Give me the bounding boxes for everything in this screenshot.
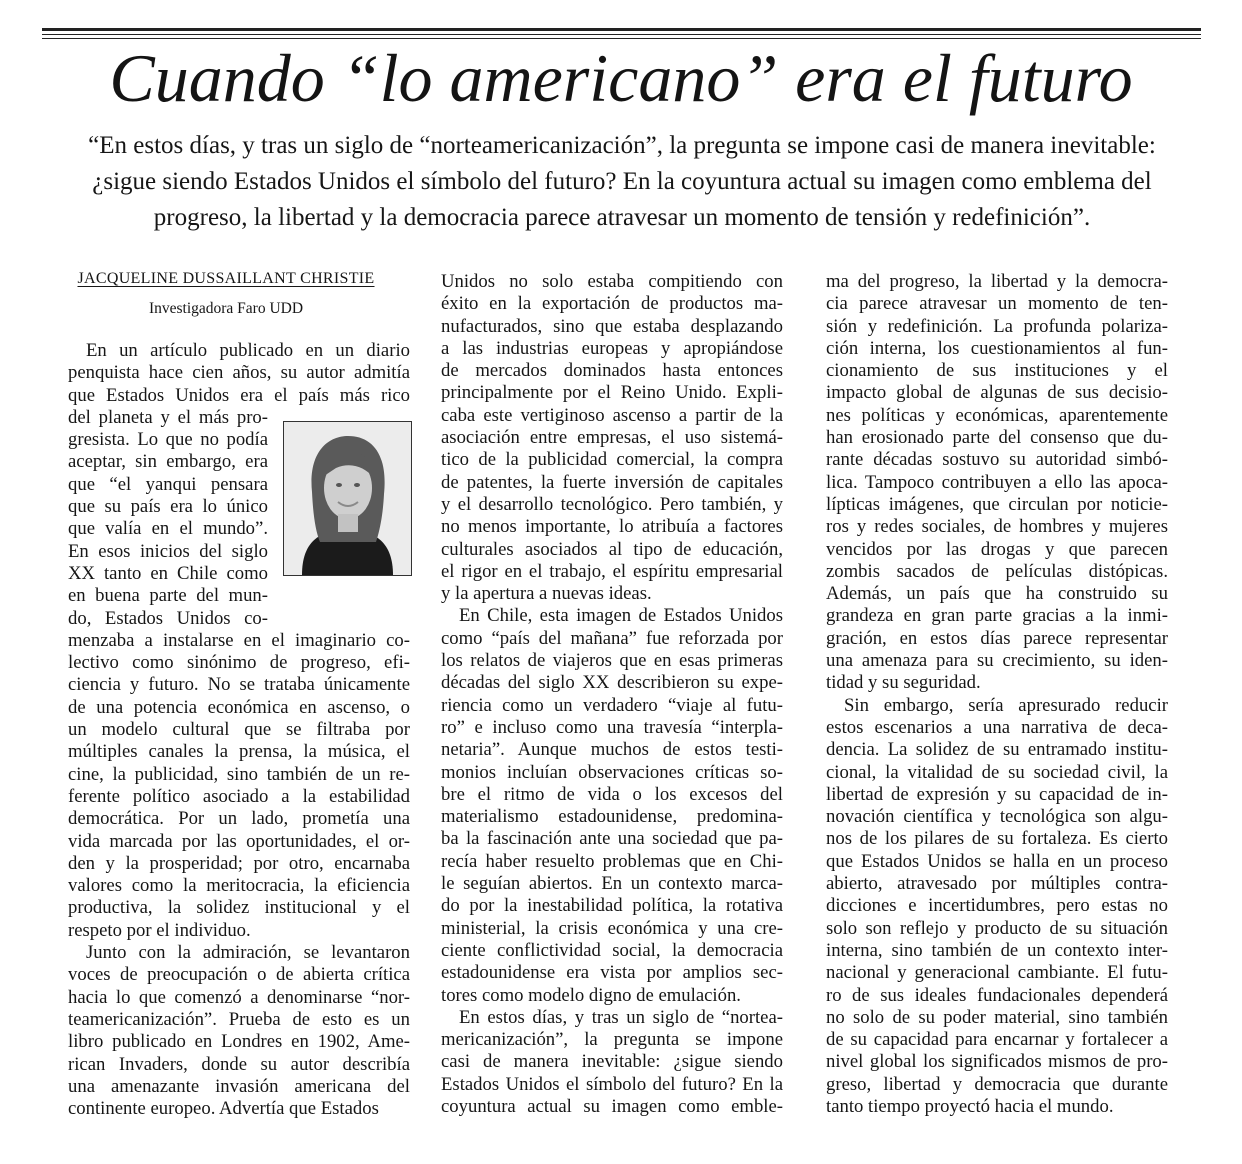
text-line: no solo de su poder material, sino también (826, 1006, 1168, 1028)
text-line: respeto por el individuo. (68, 919, 251, 941)
text-line: den y la prosperidad; por otro, encarnaba (68, 852, 410, 874)
text-line: rante décadas sostuvo su autoridad simbó- (826, 449, 1168, 471)
author-byline (70, 270, 382, 288)
text-line: do, Estados Unidos co- (68, 607, 268, 629)
text-line: cional, la vitalidad de su sociedad civil, la (826, 761, 1168, 783)
text-line: dicciones e incertidumbres, pero estas no (826, 895, 1168, 917)
text-line: Unidos no solo estaba compitiendo con (441, 271, 783, 292)
text-line: dencia. La solidez de su entramado institu- (826, 739, 1168, 761)
text-line: tico de la publicidad comercial, la compra (441, 449, 783, 471)
text-line: del planeta y el más pro- (68, 406, 268, 428)
top-rule-thick (42, 28, 1201, 31)
text-line: novación científica y tecnológica son algu- (826, 806, 1168, 828)
text-line: En esos inicios del siglo (68, 540, 268, 562)
author-affiliation: Investigadora Faro UDD (148, 300, 304, 317)
article-headline: Cuando “lo americano” era el futuro (109, 40, 1133, 116)
text-line: de una potencia económica en ascenso, o (68, 696, 410, 718)
text-line: menzaba a instalarse en el imaginario co- (68, 629, 410, 651)
text-line: mericanización”, la pregunta se impone (441, 1029, 783, 1051)
text-line: monios incluían observaciones críticas so- (441, 761, 783, 783)
text-line: y la apertura a nuevas ideas. (441, 583, 652, 605)
text-line: a las industrias europeas y apropiándose (441, 337, 783, 359)
text-line: do por la inestabilidad política, la rotativa (441, 895, 783, 917)
text-line: penquista hace cien años, su autor admitía (68, 362, 410, 384)
lead-quote (42, 128, 1202, 236)
text-line: y el desarrollo tecnológico. Pero también, y (441, 493, 783, 515)
text-line: nacional y generacional cambiante. El futu- (826, 962, 1168, 984)
text-line: impacto global de algunas de sus decisio- (826, 382, 1168, 404)
text-line: ciencia y futuro. No se trataba únicamente (68, 674, 410, 696)
text-line: una amenazante invasión americana del (68, 1075, 410, 1097)
text-line: gración, en estos días parece representar (826, 627, 1168, 649)
text-line: nufacturados, sino que estaba desplazando (441, 315, 783, 337)
text-line: aceptar, sin embargo, era (68, 451, 268, 473)
text-line: productiva, la solidez institucional y el (68, 897, 410, 919)
text-line: sión y redefinición. La profunda polariza- (826, 315, 1168, 337)
text-line: netaria”. Aunque muchos de estos testi- (441, 739, 783, 761)
text-line: un modelo cultural que se filtraba por (68, 719, 410, 741)
text-line: recía haber resuelto problemas que en Chi- (441, 850, 783, 872)
column-2 (441, 271, 783, 1118)
text-line: lípticas imágenes, que circulan por noticie- (826, 493, 1168, 515)
text-line: Sin embargo, sería apresurado reducir (844, 694, 1168, 716)
lead-line: “En estos días, y tras un siglo de “norteamericanización”, la pregunta se impone casi de manera inevitable: (88, 132, 1156, 159)
text-line: asociación entre empresas, el uso sistemá- (441, 427, 783, 449)
author-name: JACQUELINE DUSSAILLANT CHRISTIE (77, 270, 375, 287)
text-line: grandeza en gran parte gracias a la inmi- (826, 605, 1168, 627)
text-line: greso, libertad y democracia que durante (826, 1073, 1168, 1095)
text-line: Estados Unidos el símbolo del futuro? En la (441, 1073, 783, 1095)
author-portrait-image (284, 422, 411, 575)
text-line: múltiples canales la prensa, la música, el (68, 741, 410, 763)
text-line: tores como modelo digno de emulación. (441, 984, 741, 1006)
text-line: que Estados Unidos se halla en un proceso (826, 850, 1168, 872)
text-line: ferente político asociado a la estabilidad (68, 785, 410, 807)
text-line: materialismo estadounidense, predomina- (441, 806, 783, 828)
text-line: nivel global los significados mismos de pro- (826, 1051, 1168, 1073)
text-line: cine, la publicidad, sino también de un re- (68, 763, 410, 785)
text-line: ministerial, la crisis económica y una cre- (441, 917, 783, 939)
text-line: le seguían abiertos. En un contexto marca- (441, 873, 783, 895)
text-line: solo son reflejo y producto de su situación (826, 917, 1168, 939)
text-line: casi de manera inevitable: ¿sigue siendo (441, 1051, 783, 1073)
lead-line: ¿sigue siendo Estados Unidos el símbolo del futuro? En la coyuntura actual su imagen como emblema del (92, 168, 1152, 195)
text-line: vida marcada por las oportunidades, el or- (68, 830, 410, 852)
text-line: Junto con la admiración, se levantaron (86, 942, 410, 964)
text-line: voces de preocupación o de abierta crítica (68, 964, 410, 986)
text-line: tanto tiempo proyectó hacia el mundo. (826, 1095, 1114, 1117)
column-3 (826, 271, 1168, 1118)
text-line: teamericanización”. Prueba de esto es un (68, 1008, 410, 1030)
text-line: culturales asociados al tipo de educación, (441, 538, 783, 560)
text-line: riencia como un verdadero “viaje al futu- (441, 694, 783, 716)
text-line: en buena parte del mun- (68, 585, 268, 607)
text-line: de su capacidad para encarnar y fortalecer a (826, 1029, 1168, 1051)
text-line: ma del progreso, la libertad y la democra- (826, 271, 1168, 292)
text-line: ba la fascinación ante una sociedad que pa- (441, 828, 783, 850)
text-line: libertad de expresión y su capacidad de in- (826, 783, 1168, 805)
text-line: el rigor en el trabajo, el espíritu empresarial (441, 560, 783, 582)
text-line: Además, un país que ha construido su (826, 583, 1168, 605)
text-line: abierto, atravesado por múltiples contra- (826, 873, 1168, 895)
text-line: los relatos de viajeros que en esas primeras (441, 650, 783, 672)
text-line: ros y redes sociales, de hombres y mujeres (826, 516, 1168, 538)
text-line: que “el yanqui pensara (68, 473, 268, 495)
text-line: vencidos por las drogas y que parecen (826, 538, 1168, 560)
text-line: han erosionado parte del consenso que du- (826, 427, 1168, 449)
text-line: ciente conflictividad social, la democracia (441, 939, 783, 961)
text-line: que su país era lo único (68, 496, 268, 518)
text-line: una amenaza para su crecimiento, su iden- (826, 650, 1168, 672)
text-line: ro de sus ideales fundacionales dependerá (826, 984, 1168, 1006)
text-line: continente europeo. Advertía que Estados (68, 1098, 379, 1120)
text-line: XX tanto en Chile como (68, 562, 268, 584)
text-line: En un artículo publicado en un diario (86, 340, 410, 361)
text-line: cia parece atravesar un momento de ten- (826, 293, 1168, 315)
text-line: nes políticas y económicas, aparentemente (826, 404, 1168, 426)
text-line: democrática. Por un lado, prometía una (68, 808, 410, 830)
text-line: estadounidense era vista por amplios sec- (441, 962, 783, 984)
text-line: que valía en el mundo”. (68, 518, 268, 540)
text-line: ción interna, los cuestionamientos al fun- (826, 337, 1168, 359)
lead-line: progreso, la libertad y la democracia parece atravesar un momento de tensión y redefinición”. (153, 204, 1091, 231)
text-line: interna, sino también de un contexto inter- (826, 939, 1168, 961)
text-line: como “país del mañana” fue reforzada por (441, 627, 783, 649)
author-photo (283, 421, 412, 576)
text-line: nos de los pilares de su fortaleza. Es cierto (826, 828, 1168, 850)
text-line: éxito en la exportación de productos ma- (441, 293, 783, 315)
text-line: principalmente por el Reino Unido. Expli- (441, 382, 783, 404)
text-line: décadas del siglo XX describieron su expe- (441, 672, 783, 694)
text-line: cionamiento de sus instituciones y el (826, 360, 1168, 382)
text-line: bre el ritmo de vida o los excesos del (441, 783, 783, 805)
text-line: estos escenarios a una narrativa de deca- (826, 716, 1168, 738)
text-line: ro” e incluso como una travesía “interpla- (441, 716, 783, 738)
text-line: tidad y su seguridad. (826, 672, 981, 694)
top-rule-thin (42, 34, 1201, 35)
text-line: lica. Tampoco contribuyen a ello las apoca- (826, 471, 1168, 493)
text-line: coyuntura actual su imagen como emble- (441, 1095, 783, 1117)
text-line: no menos importante, lo atribuía a factores (441, 516, 783, 538)
text-line: En Chile, esta imagen de Estados Unidos (459, 605, 783, 627)
text-line: valores como la meritocracia, la eficiencia (68, 875, 410, 897)
text-line: de mercados dominados hasta entonces (441, 360, 783, 382)
text-line: rican Invaders, donde su autor describía (68, 1053, 410, 1075)
text-line: hacia lo que comenzó a denominarse “nor- (68, 986, 410, 1008)
text-line: que Estados Unidos era el país más rico (68, 384, 410, 406)
text-line: lectivo como sinónimo de progreso, efi- (68, 652, 410, 674)
text-line: libro publicado en Londres en 1902, Ame- (68, 1031, 410, 1053)
text-line: En estos días, y tras un siglo de “nortea- (459, 1006, 783, 1028)
text-line: caba este vertiginoso ascenso a partir de la (441, 404, 783, 426)
text-line: zombis sacados de películas distópicas. (826, 560, 1168, 582)
text-line: gresista. Lo que no podía (68, 429, 268, 451)
text-line: de patentes, la fuerte inversión de capitales (441, 471, 783, 493)
